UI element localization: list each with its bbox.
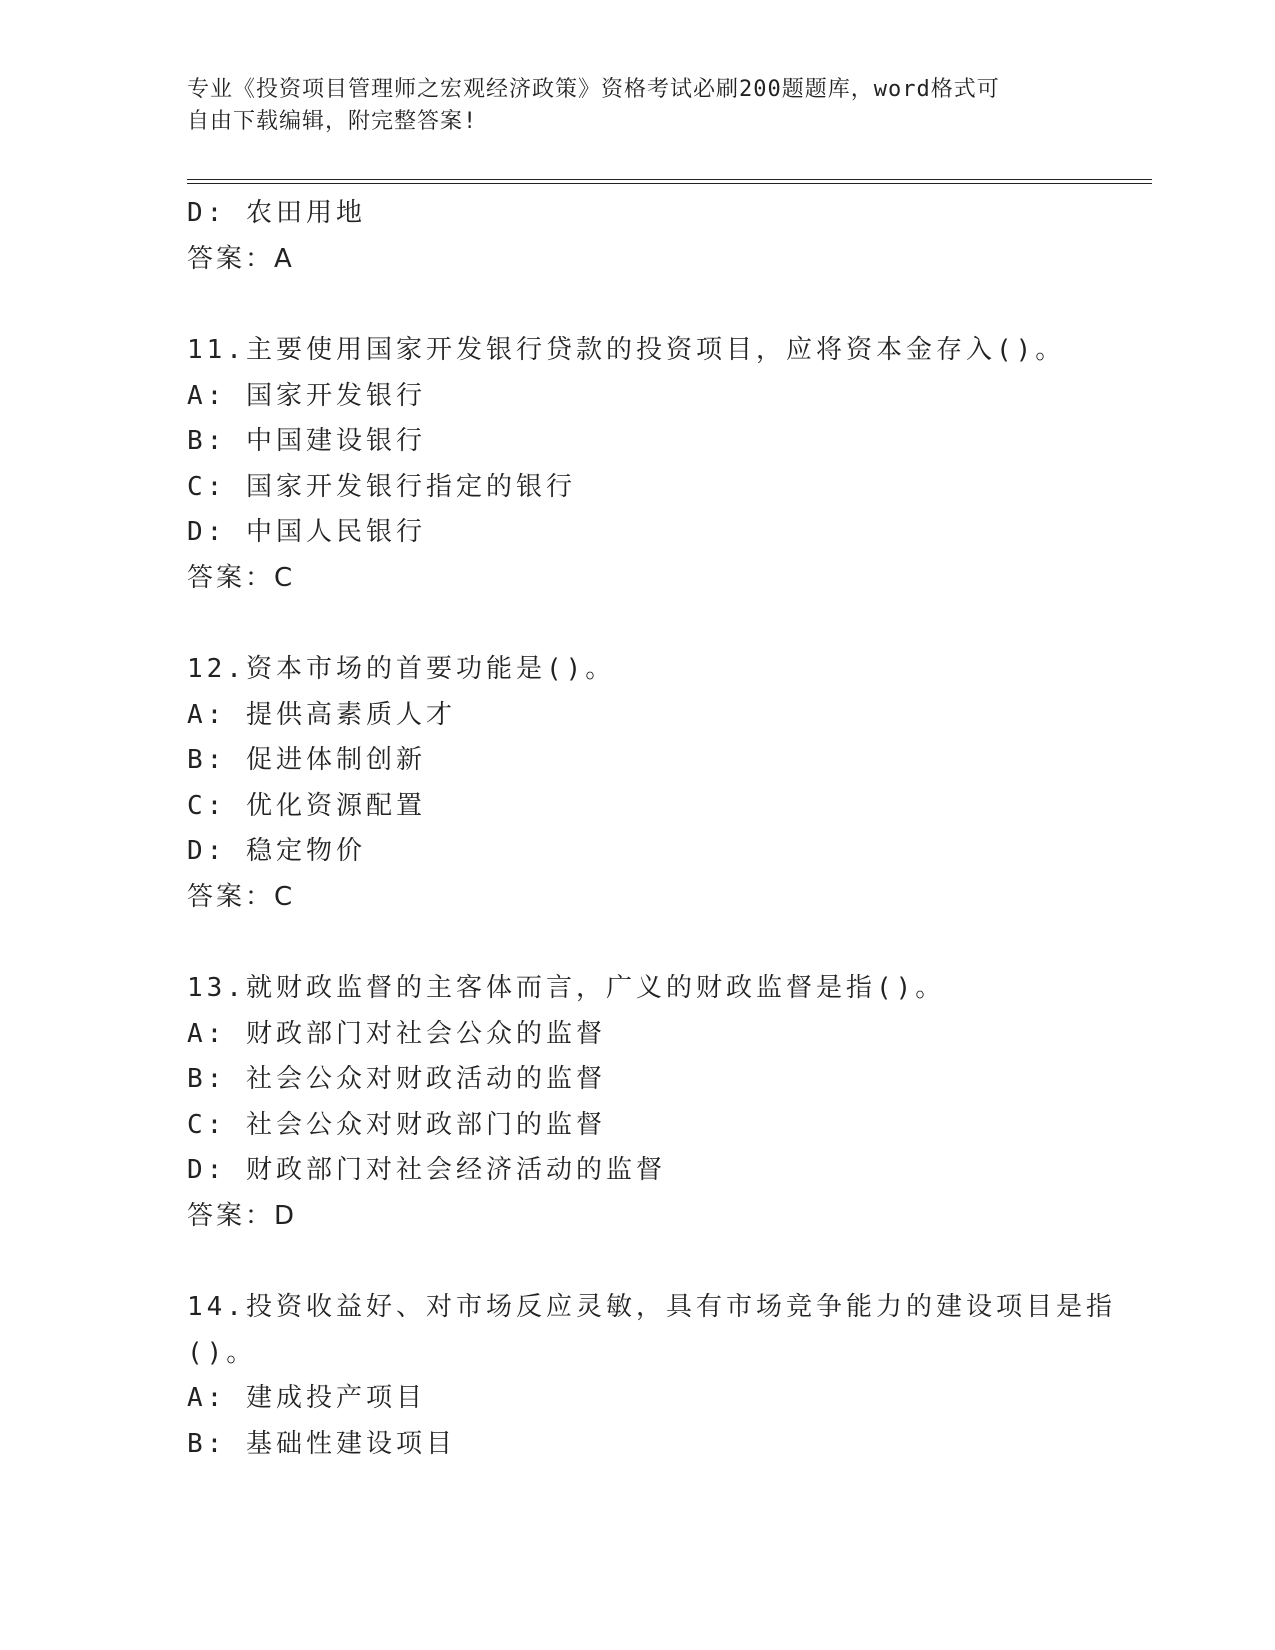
answer-line: 答案：C xyxy=(187,562,296,593)
document-header xyxy=(187,74,1067,138)
question-text: 13.就财政监督的主客体而言，广义的财政监督是指()。 xyxy=(187,973,946,1003)
question-13 xyxy=(187,966,1152,1239)
question-text: 11.主要使用国家开发银行贷款的投资项目，应将资本金存入()。 xyxy=(187,335,1066,365)
previous-question-tail xyxy=(187,191,1152,282)
option-d: D: 中国人民银行 xyxy=(187,517,426,547)
header-line-1: 专业《投资项目管理师之宏观经济政策》资格考试必刷200题题库，word格式可 xyxy=(187,77,1000,102)
option-a: A: 国家开发银行 xyxy=(187,380,426,411)
option-a: A: 提供高素质人才 xyxy=(187,699,456,730)
option-a: A: 财政部门对社会公众的监督 xyxy=(187,1018,606,1049)
answer-line: 答案：A xyxy=(187,243,295,274)
question-list xyxy=(187,191,1152,1467)
option-b: B: 基础性建设项目 xyxy=(187,1428,456,1459)
answer-line: 答案：D xyxy=(187,1200,298,1231)
question-text-line-2: ()。 xyxy=(187,1337,257,1368)
answer-line: 答案：C xyxy=(187,881,296,912)
question-11 xyxy=(187,328,1152,601)
option-b: B: 促进体制创新 xyxy=(187,745,426,775)
header-divider-top xyxy=(187,179,1152,180)
option-d: D: 财政部门对社会经济活动的监督 xyxy=(187,1155,666,1185)
question-text-line-1: 14.投资收益好、对市场反应灵敏，具有市场竞争能力的建设项目是指 xyxy=(187,1292,1116,1322)
option-b: B: 社会公众对财政活动的监督 xyxy=(187,1064,606,1094)
option-d: D: 稳定物价 xyxy=(187,836,366,866)
question-14 xyxy=(187,1285,1152,1467)
question-12 xyxy=(187,647,1152,920)
option-b: B: 中国建设银行 xyxy=(187,426,426,456)
option-c: C: 社会公众对财政部门的监督 xyxy=(187,1109,606,1140)
option-c: C: 国家开发银行指定的银行 xyxy=(187,471,576,502)
question-text: 12.资本市场的首要功能是()。 xyxy=(187,654,616,684)
option-d: D: 农田用地 xyxy=(187,198,366,228)
header-divider-bottom xyxy=(187,183,1152,184)
option-c: C: 优化资源配置 xyxy=(187,790,426,821)
option-a: A: 建成投产项目 xyxy=(187,1383,426,1413)
header-line-2: 自由下载编辑，附完整答案! xyxy=(187,109,478,134)
